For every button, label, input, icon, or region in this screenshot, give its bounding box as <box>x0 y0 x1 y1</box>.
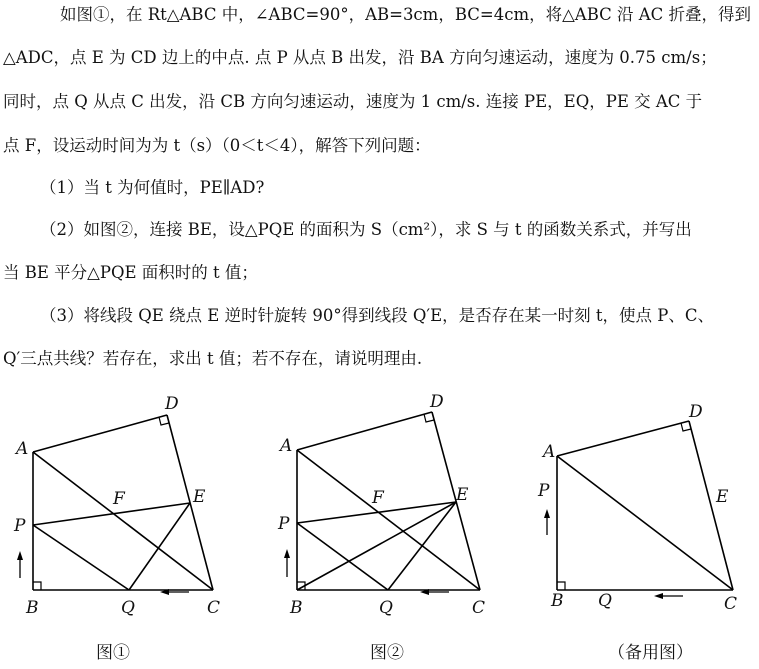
label-c: C <box>472 598 486 618</box>
question-3: （3）将线段 QE 绕点 E 逆时针旋转 90°得到线段 Q′E，是否存在某一时刻 t，使点 P、C、 <box>40 306 714 325</box>
label-q: Q <box>121 598 135 618</box>
arrow-p-icon <box>17 551 23 560</box>
arrow-p-icon <box>284 549 290 558</box>
segment-eq <box>129 503 190 590</box>
segment-pe <box>33 503 190 525</box>
label-d: D <box>430 392 444 412</box>
label-e: E <box>456 485 469 505</box>
problem-line-1: 如图①，在 Rt△ABC 中，∠ABC=90°，AB=3cm，BC=4cm，将△ABC 沿 AC 折叠，得到 <box>60 5 752 24</box>
label-e: E <box>716 487 729 507</box>
label-e: E <box>193 487 206 507</box>
label-a: A <box>280 436 293 456</box>
label-q: Q <box>598 591 612 611</box>
label-a: A <box>16 439 29 459</box>
label-d: D <box>689 402 703 422</box>
label-p: P <box>538 481 550 501</box>
arrow-q-icon <box>654 593 663 599</box>
label-b: B <box>551 591 564 611</box>
figure-2 <box>270 385 520 630</box>
caption-figure-2: 图② <box>370 643 404 663</box>
segment-dc <box>167 415 213 590</box>
label-b: B <box>290 598 303 618</box>
question-2: （2）如图②，连接 BE，设△PQE 的面积为 S（cm²），求 S 与 t 的函数关系式，并写出 <box>40 220 692 239</box>
segment-be <box>297 502 456 590</box>
problem-line-4: 点 F，设运动时间为为 t（s）（0＜t＜4），解答下列问题： <box>3 136 431 155</box>
segment-pq <box>297 523 388 590</box>
label-a: A <box>543 442 556 462</box>
problem-line-2: △ADC，点 E 为 CD 边上的中点. 点 P 从点 B 出发，沿 BA 方向匀速运动，速度为 0.75 cm/s； <box>3 48 717 67</box>
label-p: P <box>278 514 290 534</box>
label-f: F <box>113 489 125 509</box>
segment-ad <box>297 412 432 450</box>
question-2-cont: 当 BE 平分△PQE 面积时的 t 值； <box>3 263 258 282</box>
segment-pq <box>33 525 129 590</box>
question-3-cont: Q′三点共线？若存在，求出 t 值；若不存在，请说明理由. <box>3 349 423 368</box>
caption-figure-backup: （备用图） <box>608 643 693 663</box>
segment-eq <box>388 502 456 590</box>
label-b: B <box>26 598 39 618</box>
arrow-p-icon <box>544 509 550 518</box>
question-1: （1）当 t 为何值时，PE∥AD? <box>40 178 265 197</box>
label-c: C <box>724 594 738 614</box>
label-d: D <box>165 394 179 414</box>
segment-ad <box>33 415 167 452</box>
segment-ac <box>557 456 733 590</box>
caption-figure-1: 图① <box>96 643 130 663</box>
problem-line-3: 同时，点 Q 从点 C 出发，沿 CB 方向匀速运动，速度为 1 cm/s. 连接 PE，EQ，PE 交 AC 于 <box>3 92 703 111</box>
segment-ad <box>557 421 689 456</box>
label-p: P <box>14 516 26 536</box>
figure-backup <box>520 385 759 630</box>
label-f: F <box>372 488 384 508</box>
label-c: C <box>207 598 221 618</box>
figure-1 <box>0 385 250 630</box>
label-q: Q <box>379 598 393 618</box>
right-angle-b <box>33 582 41 590</box>
right-angle-b <box>557 582 565 590</box>
